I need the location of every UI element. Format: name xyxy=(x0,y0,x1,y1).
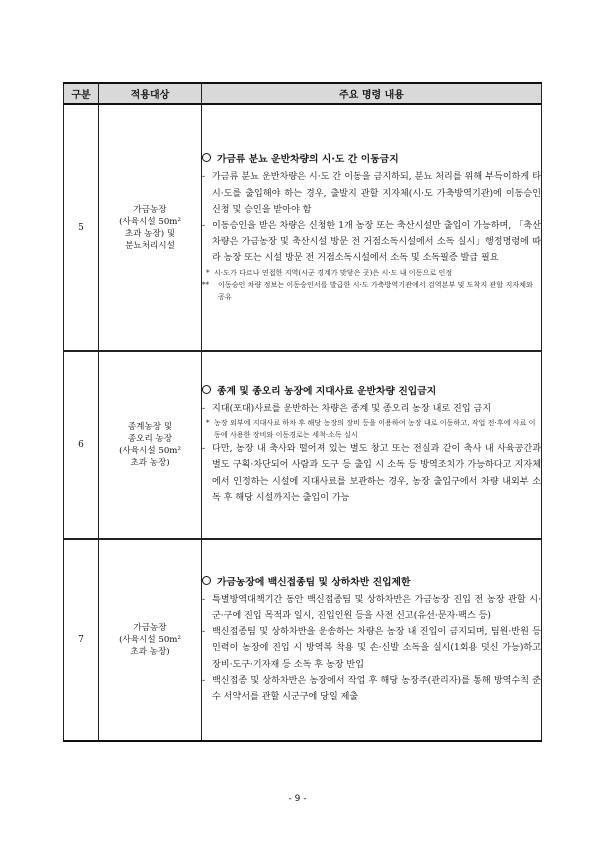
row-number: 5 xyxy=(64,104,99,351)
footnote-text: 농장 외부에 지대사료 하차 후 해당 농장의 장비 등을 이용하여 농장 내로 이동하고, 작업 전·후에 사료 이동에 사용한 장비와 이동경로는 세척·소독 실시 xyxy=(214,418,536,440)
footnote-mark: * xyxy=(206,267,210,277)
target-line: 분뇨처리시설 xyxy=(125,240,175,251)
list-item: - 다만, 농장 내 축사와 떨어져 있는 별도 창고 또는 전실과 같이 축사 내 사육공간과 별도 구획·차단되어 사람과 도구 등 출입 시 소독 등 방역조치가 가능하다고 지자체에서 인정하는 시설에 지대사료를 보관하는 경우, 농장 출입구에서 차량 내외부 소독 후 해당 시설까지는 출입이 가능 xyxy=(202,444,541,503)
list-item-text: 이동승인을 받은 차량은 신청한 1개 농장 또는 축산시설만 출입이 가능하며, 「축산차량은 가금농장 및 축산시설 방문 전 거점소독시설에서 소독 실시」행정명령에 따라 농장 또는 시설 방문 전 거점소독시설에서 소독 및 소독필증 발급 필요 xyxy=(212,221,541,264)
target-line: (사육시설 50m² xyxy=(119,216,181,227)
list-item: - 백신접종팀 및 상하차반을 운송하는 차량은 농장 내 진입이 금지되며, 팀원·반원 등 인력이 농장에 진입 시 방역복 착용 및 손·신발 소독을 실시(1회용 덧신 가능)하고 장비·도구·기자재 등 소독 후 농장 반입 xyxy=(202,627,541,670)
footnote xyxy=(202,417,541,441)
list-item: - 지대(포대)사료를 운반하는 차량은 종계 및 종오리 농장 내로 진입 금지 xyxy=(202,403,492,414)
list-item: - 백신접종 및 상하차반은 농장에서 작업 후 해당 농장주(관리자)를 통해 방역수칙 준수 서약서를 관할 시군구에 당일 제출 xyxy=(202,675,541,702)
circle-bullet-icon xyxy=(202,385,211,394)
list-item: - 가금류 분뇨 운반차량은 시·도 간 이동을 금지하되, 분뇨 처리를 위해 부득이하게 타 시·도를 출입해야 하는 경우, 출발지 관할 지자체(시·도 가축방역기관)에 이동승인 신청 및 승인을 받아야 함 xyxy=(202,172,541,215)
row-content xyxy=(202,351,542,539)
circle-bullet-icon xyxy=(202,576,211,585)
list-item-text: 지대(포대)사료를 운반하는 차량은 종계 및 종오리 농장 내로 진입 금지 xyxy=(212,403,492,414)
row-number: 7 xyxy=(64,539,99,741)
list-item-text: 특별방역대책기간 동안 백신접종팀 및 상하차반은 가금농장 진입 전 농장 관할 시·군·구에 진입 목적과 일시, 진입인원 등을 사전 신고(유선·문자·팩스 등) xyxy=(212,594,541,621)
target-line: (사육시설 50m² xyxy=(119,446,181,456)
target-line: 종오리 농장 xyxy=(127,434,173,444)
footnote-text: 이동승인 차량 정보는 이동승인서를 발급한 시·도 가축방역기관에서 검역본부 및 도착지 관할 지자체와 공유 xyxy=(218,279,533,301)
target-line: 가금농장 xyxy=(133,623,167,633)
target-line: (사육시설 50m² xyxy=(119,635,181,645)
order-table xyxy=(63,82,542,742)
header-content: 주요 명령 내용 xyxy=(202,83,542,104)
table-row xyxy=(64,104,542,351)
list-item-text: 백신접종팀 및 상하차반을 운송하는 차량은 농장 내 진입이 금지되며, 팀원·반원 등 인력이 농장에 진입 시 방역복 착용 및 손·신발 소독을 실시(1회용 덧신 가능)하고 장비·도구·기자재 등 소독 후 농장 반입 xyxy=(212,627,541,670)
table-row xyxy=(64,351,542,539)
table-header-row xyxy=(64,83,542,104)
row-title xyxy=(202,152,541,169)
row-target xyxy=(99,104,202,351)
target-line: 초과 농장) xyxy=(130,458,170,468)
list-item: - 이동승인을 받은 차량은 신청한 1개 농장 또는 축산시설만 출입이 가능하며, 「축산차량은 가금농장 및 축산시설 방문 전 거점소독시설에서 소독 실시」행정명령에 따라 농장 또는 시설 방문 전 거점소독시설에서 소독 및 소독필증 발급 필요 xyxy=(202,221,541,264)
row-title xyxy=(202,575,541,592)
page-number: - 9 - xyxy=(288,794,307,804)
target-line: 가금농장 xyxy=(133,204,167,215)
row-title xyxy=(202,384,541,401)
circle-bullet-icon xyxy=(202,153,211,162)
row-title-text: 종계 및 종오리 농장에 지대사료 운반차량 진입금지 xyxy=(217,385,437,397)
header-target: 적용대상 xyxy=(99,83,202,104)
footnote-mark: * xyxy=(206,418,210,428)
list-item-text: 가금류 분뇨 운반차량은 시·도 간 이동을 금지하되, 분뇨 처리를 위해 부득이하게 타 시·도를 출입해야 하는 경우, 출발지 관할 지자체(시·도 가축방역기관)에 이동승인 신청 및 승인을 받아야 함 xyxy=(212,172,541,215)
target-line: 종계농장 및 xyxy=(127,422,173,432)
row-content xyxy=(202,104,542,351)
row-title-text: 가금농장에 백신접종팀 및 상하차반 진입제한 xyxy=(217,576,411,588)
list-item-text: 다만, 농장 내 축사와 떨어져 있는 별도 창고 또는 전실과 같이 축사 내 사육공간과 별도 구획·차단되어 사람과 도구 등 출입 시 소독 등 방역조치가 가능하다고 지자체에서 인정하는 시설에 지대사료를 보관하는 경우, 농장 출입구에서 차량 내외부 소독 후 해당 시설까지는 출입이 가능 xyxy=(212,444,541,503)
row-target xyxy=(99,539,202,741)
footnote-mark: ** xyxy=(202,279,210,289)
target-line: 초과 농장) 및 xyxy=(124,228,176,239)
row-title-text: 가금류 분뇨 운반차량의 시·도 간 이동금지 xyxy=(217,154,399,166)
footnote xyxy=(202,267,541,279)
footnote-text: 시·도가 다르나 연접한 지역(시군 경계가 맞닿은 곳)은 시·도 내 이동으로 인정 xyxy=(214,267,453,277)
row-target xyxy=(99,351,202,539)
row-content xyxy=(202,539,542,741)
target-line: 초과 농장) xyxy=(130,647,170,657)
list-item-text: 백신접종 및 상하차반은 농장에서 작업 후 해당 농장주(관리자)를 통해 방역수칙 준수 서약서를 관할 시군구에 당일 제출 xyxy=(212,675,541,702)
list-item: - 특별방역대책기간 동안 백신접종팀 및 상하차반은 가금농장 진입 전 농장 관할 시·군·구에 진입 목적과 일시, 진입인원 등을 사전 신고(유선·문자·팩스 등) xyxy=(202,594,541,621)
header-category: 구분 xyxy=(64,83,99,104)
footnote xyxy=(202,279,541,303)
row-number: 6 xyxy=(64,351,99,539)
table-row xyxy=(64,539,542,741)
